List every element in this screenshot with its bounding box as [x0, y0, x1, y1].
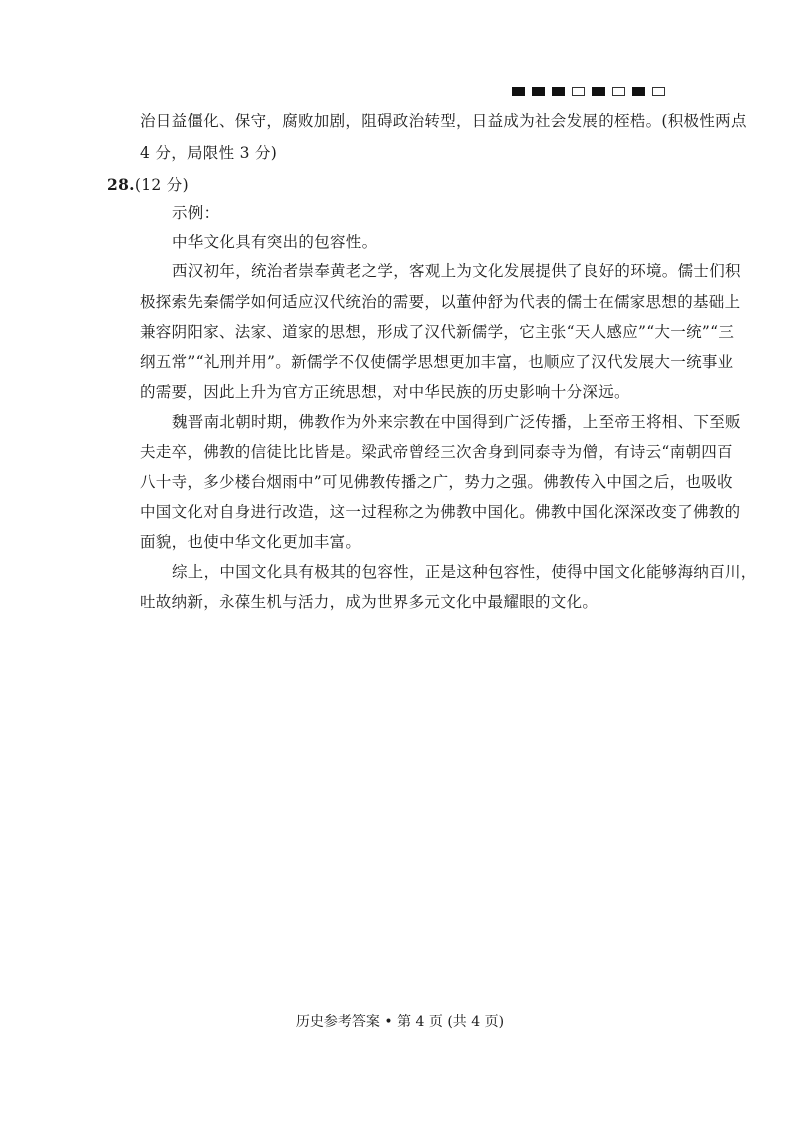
question-score: (12 分): [134, 176, 189, 194]
question-number: 28.: [107, 175, 135, 194]
example-label: 示例：: [172, 204, 220, 222]
prev-answer-line-1: 治日益僵化、保守，腐败加剧，阻碍政治转型，日益成为社会发展的桎梏。(积极性两点: [140, 112, 747, 130]
prev-answer-line-2: 4 分，局限性 3 分): [140, 144, 278, 162]
para3-line: 综上，中国文化具有极其的包容性，正是这种包容性，使得中国文化能够海纳百川，: [172, 563, 757, 581]
para1-line: 的需要，因此上升为官方正统思想，对中华民族的历史影响十分深远。: [140, 383, 630, 401]
thesis-statement: 中华文化具有突出的包容性。: [172, 233, 378, 251]
para2-line: 八十寺，多少楼台烟雨中”可见佛教传播之广，势力之强。佛教传入中国之后，也吸收: [140, 473, 733, 491]
marker-filled: [552, 87, 565, 96]
para3-line: 吐故纳新，永葆生机与活力，成为世界多元文化中最耀眼的文化。: [140, 593, 599, 611]
para2-line: 魏晋南北朝时期，佛教作为外来宗教在中国得到广泛传播，上至帝王将相、下至贩: [172, 413, 741, 431]
para1-line: 西汉初年，统治者崇奉黄老之学，客观上为文化发展提供了良好的环境。儒士们积: [172, 262, 741, 280]
page-marker-strip: [512, 87, 665, 97]
marker-empty: [652, 87, 665, 96]
para1-line: 兼容阴阳家、法家、道家的思想，形成了汉代新儒学，它主张“天人感应”“大一统”“三: [140, 323, 735, 341]
marker-filled: [632, 87, 645, 96]
marker-filled: [532, 87, 545, 96]
marker-filled: [592, 87, 605, 96]
para1-line: 极探索先秦儒学如何适应汉代统治的需要，以董仲舒为代表的儒士在儒家思想的基础上: [140, 293, 741, 311]
para2-line: 面貌，也使中华文化更加丰富。: [140, 533, 362, 551]
marker-empty: [612, 87, 625, 96]
para2-line: 中国文化对自身进行改造，这一过程称之为佛教中国化。佛教中国化深深改变了佛教的: [140, 503, 741, 521]
marker-empty: [572, 87, 585, 96]
question-header: [107, 175, 189, 195]
marker-filled: [512, 87, 525, 96]
para1-line: 纲五常”“礼刑并用”。新儒学不仅使儒学思想更加丰富，也顺应了汉代发展大一统事业: [140, 353, 734, 371]
page-footer: 历史参考答案 • 第 4 页 (共 4 页): [295, 1014, 505, 1030]
para2-line: 夫走卒，佛教的信徒比比皆是。梁武帝曾经三次舍身到同泰寺为僧，有诗云“南朝四百: [140, 443, 733, 461]
